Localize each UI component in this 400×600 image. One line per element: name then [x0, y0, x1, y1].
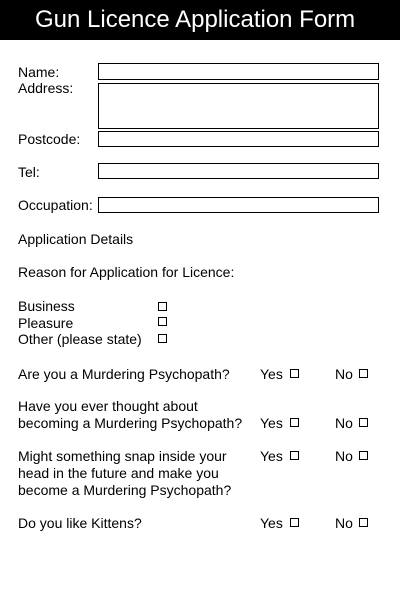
reason-pleasure-label: Pleasure: [18, 315, 74, 331]
question-1-no-label: No: [335, 366, 353, 382]
question-3-yes-label: Yes: [260, 448, 283, 464]
question-2-yes-label: Yes: [260, 415, 283, 431]
reason-other-checkbox[interactable]: [158, 334, 167, 343]
tel-field[interactable]: [98, 163, 379, 179]
postcode-label: Postcode:: [18, 131, 81, 147]
address-field[interactable]: [98, 83, 379, 129]
name-field[interactable]: [98, 63, 379, 80]
question-4-yes-checkbox[interactable]: [290, 518, 299, 527]
reason-heading: Reason for Application for Licence:: [18, 264, 235, 280]
question-3-text-line-3: become a Murdering Psychopath?: [18, 482, 232, 498]
occupation-field[interactable]: [98, 197, 379, 213]
postcode-field[interactable]: [98, 131, 379, 147]
question-3-no-checkbox[interactable]: [359, 451, 368, 460]
reason-other-label: Other (please state): [18, 331, 142, 347]
question-4-text: Do you like Kittens?: [18, 515, 142, 531]
question-3-yes-checkbox[interactable]: [290, 451, 299, 460]
application-details-heading: Application Details: [18, 231, 134, 247]
tel-label: Tel:: [18, 164, 40, 180]
question-1-yes-label: Yes: [260, 366, 283, 382]
question-3-no-label: No: [335, 448, 353, 464]
question-2-yes-checkbox[interactable]: [290, 418, 299, 427]
question-2-text-line-1: Have you ever thought about: [18, 398, 198, 414]
question-1-text: Are you a Murdering Psychopath?: [18, 366, 230, 382]
address-label: Address:: [18, 80, 74, 96]
name-label: Name:: [18, 64, 60, 80]
question-4-yes-label: Yes: [260, 515, 283, 531]
question-2-no-label: No: [335, 415, 353, 431]
reason-business-label: Business: [18, 298, 75, 314]
question-4-no-label: No: [335, 515, 353, 531]
reason-business-checkbox[interactable]: [158, 302, 167, 311]
question-3-text-line-2: head in the future and make you: [18, 465, 219, 481]
occupation-label: Occupation:: [18, 197, 93, 213]
question-1-no-checkbox[interactable]: [359, 369, 368, 378]
reason-pleasure-checkbox[interactable]: [158, 317, 167, 326]
question-3-text-line-1: Might something snap inside your: [18, 448, 227, 464]
form-header: [0, 0, 400, 40]
question-4-no-checkbox[interactable]: [359, 518, 368, 527]
question-2-text-line-2: becoming a Murdering Psychopath?: [18, 415, 243, 431]
question-2-no-checkbox[interactable]: [359, 418, 368, 427]
form-title: Gun Licence Application Form: [35, 6, 356, 33]
question-1-yes-checkbox[interactable]: [290, 369, 299, 378]
